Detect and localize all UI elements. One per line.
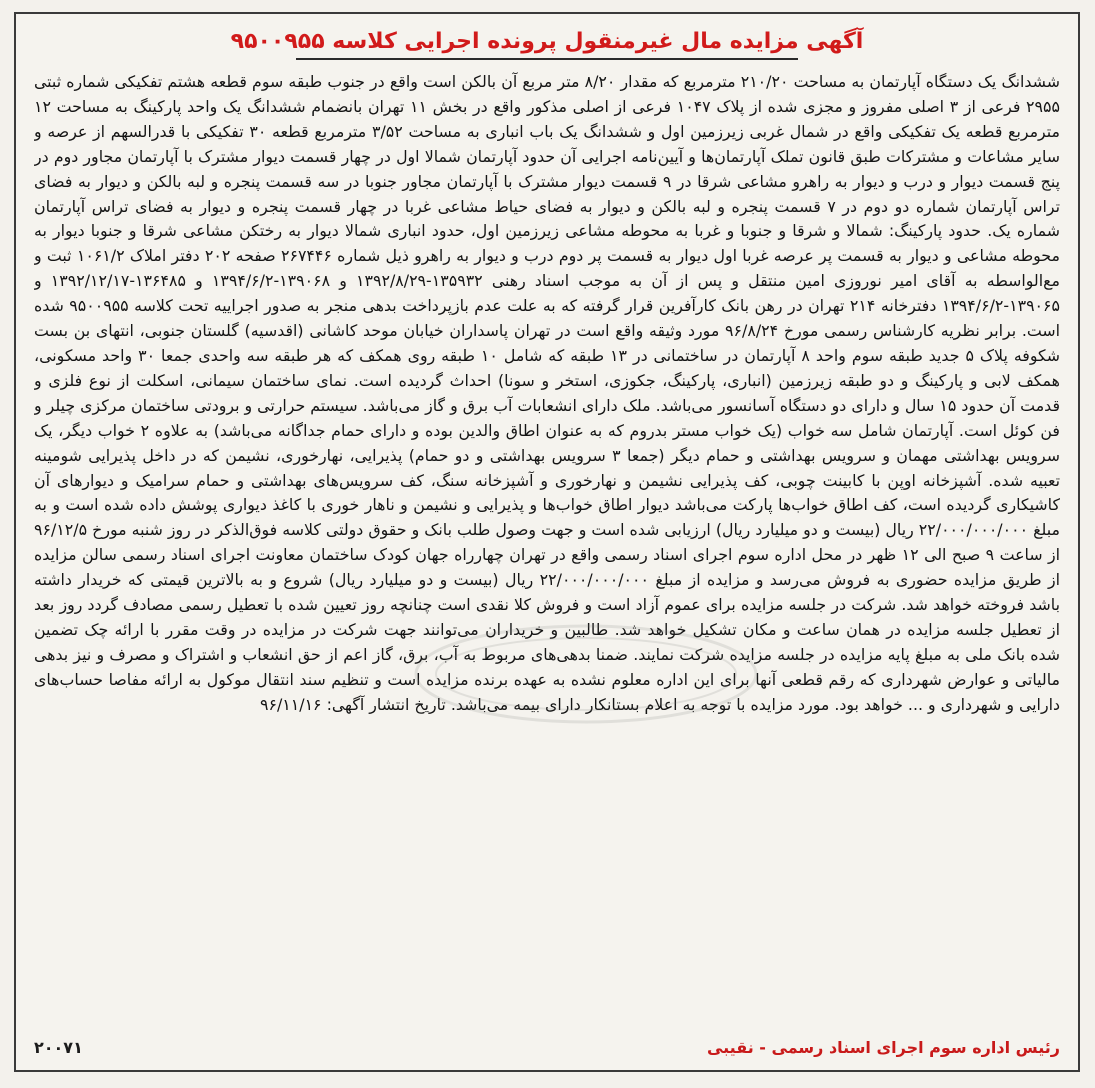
- notice-title: آگهی مزایده مال غیرمنقول پرونده اجرایی کلاسه ۹۵۰۰۹۵۵: [230, 29, 864, 54]
- notice-frame: [14, 12, 1080, 1072]
- title-divider: [296, 58, 798, 60]
- notice-footer: [34, 1038, 1060, 1062]
- notice-body: ششدانگ یک دستگاه آپارتمان به مساحت ۲۱۰/۲۰ مترمربع که مقدار ۸/۲۰ متر مربع آن بالکن است واقع در جنوب طبقه سوم قطعه هشتم تفکیکی شماره ثبتی ۲۹۵۵ فرعی از ۳ اصلی مفروز و مجزی شده از پلاک ۱۰۴۷ فرعی از اصلی مذکور واقع در بخش ۱۱ تهران بانضمام ششدانگ یک واحد پارکینگ به مساحت ۱۲ مترمربع قطعه یک تفکیکی واقع در شمال غربی زیرزمین اول و ششدانگ یک باب انباری به مساحت ۳/۵۲ مترمربع قطعه ۳۰ تفکیکی با قدرالسهم از عرصه و سایر مشاعات و مشترکات طبق قانون تملک آپارتمان‌ها و آیین‌نامه اجرایی آن حدود آپارتمان شمالا اول در چهار قسمت دیوار مشترک با آپارتمان مجاور دوم در پنج قسمت دیوار و درب و دیوار به راهرو مشاعی شرقا در ۹ قسمت دیوار مشترک با آپارتمان مجاور جنوبا در سه قسمت پنجره و لبه بالکن و دیوار به فضای تراس آپارتمان شماره دو دوم در ۷ قسمت پنجره و لبه بالکن و دیوار به فضای حیاط مشاعی غربا در چهار قسمت پنجره و دیوار به فضای تراس آپارتمان شماره یک. حدود پارکینگ: شمالا و شرقا و جنوبا و غربا به محوطه مشاعی زیرزمین اول، حدود انباری شمالا دیوار به رختکن مشاعی شرقا و جنوبا دیوار به محوطه مشاعی و دیوار به قسمت پر عرصه غربا اول دیوار به قسمت پر دوم درب و دیوار به راهرو ذیل شماره ۲۶۷۴۴۶ صفحه ۲۰۲ دفتر املاک ۱۰۶۱/۲ ثبت و مع‌الواسطه به آقای امیر نوروزی امین منتقل و پس از آن به موجب اسناد رهنی ۱۳۵۹۳۲-۱۳۹۲/۸/۲۹ و ۱۳۹۰۶۸-۱۳۹۴/۶/۲ و ۱۳۶۴۸۵-۱۳۹۲/۱۲/۱۷ و ۱۳۹۰۶۵-۱۳۹۴/۶/۲ دفترخانه ۲۱۴ تهران در رهن بانک کارآفرین قرار گرفته که به علت عدم بازپرداخت بدهی منجر به صدور اجراییه تحت کلاسه ۹۵۰۰۹۵۵ شده است. برابر نظریه کارشناس رسمی مورخ ۹۶/۸/۲۴ مورد وثیقه واقع است در تهران پاسداران خیابان موحد کاشانی (اقدسیه) گلستان جنوبی، انتهای بن بست شکوفه پلاک ۵ جدید طبقه سوم واحد ۸ آپارتمان در ساختمانی در ۱۳ طبقه که شامل ۱۰ طبقه روی همکف که هر طبقه سه واحدی جمعا ۳۰ واحد مسکونی، همکف لابی و پارکینگ و دو طبقه زیرزمین (انباری، پارکینگ، جکوزی، استخر و سونا) احداث گردیده است. نمای ساختمان سیمانی، اسکلت از نوع فلزی و قدمت آن حدود ۱۵ سال و دارای دو دستگاه آسانسور می‌باشد. ملک دارای انشعابات آب برق و گاز می‌باشد. سیستم حرارتی و برودتی ساختمان مرکزی چیلر و فن کوئل است. آپارتمان شامل سه خواب (یک خواب مستر بدروم که به عنوان اطاق والدین بوده و دارای حمام جداگانه می‌باشد) به علاوه ۲ خواب دیگر، یک سرویس بهداشتی مهمان و سرویس بهداشتی و حمام دیگر (جمعا ۳ سرویس بهداشتی و دو حمام) پذیرایی، نهارخوری، نشیمن که در داخل پذیرایی شومینه تعبیه شده. آشپزخانه اوپن با کابینت چوبی، کف پذیرایی نشیمن و نهارخوری و آشپزخانه سنگ، کف سرویس‌های بهداشتی و حمام سرامیک و دیوارهای آن کاشیکاری گردیده است، کف اطاق خواب‌ها پارکت می‌باشد دیوار اطاق خواب‌ها و پذیرایی و نشیمن و ناهار خوری با کاغذ دیواری پوشش داده شده است و به مبلغ ۲۲/۰۰۰/۰۰۰/۰۰۰ ریال (بیست و دو میلیارد ریال) ارزیابی شده است و جهت وصول طلب بانک و حقوق دولتی کلاسه فوق‌الذکر در روز شنبه مورخ ۹۶/۱۲/۵ از ساعت ۹ صبح الی ۱۲ ظهر در محل اداره سوم اجرای اسناد رسمی واقع در تهران چهارراه جهان کودک ساختمان معاونت اجرای اسناد رسمی سالن مزایده از طریق مزایده حضوری به فروش می‌رسد و مزایده از مبلغ ۲۲/۰۰۰/۰۰۰/۰۰۰ ریال (بیست و دو میلیارد ریال) شروع و به بالاترین قیمتی که خریدار داشته باشد فروخته خواهد شد. شرکت در جلسه مزایده برای عموم آزاد است و فروش کلا نقدی است چنانچه روز تعیین شده با تعطیل رسمی مصادف گردد روز بعد از تعطیل جلسه مزایده در همان ساعت و مکان تشکیل خواهد شد. طالبین و خریداران می‌توانند جهت شرکت در مزایده در وقت مقرر با ارائه چک تضمین شده بانک ملی به مبلغ پایه مزایده در جلسه مزایده شرکت نمایند. ضمنا بدهی‌های مربوط به آب، برق، گاز اعم از حق انشعاب و اشتراک و مصرف و نیز بدهی مالیاتی و عوارض شهرداری که رقم قطعی آنها برای این اداره معلوم نشده به عهده برنده مزایده است و تنظیم سند انتقال موکول به ارائه مفاصا حساب‌های دارایی و شهرداری و ... خواهد بود. مورد مزایده با توجه به اعلام بستانکار دارای بیمه می‌باشد. تاریخ انتشار آگهی: ۹۶/۱۱/۱۶: [34, 72, 1060, 714]
- signature-line: رئیس اداره سوم اجرای اسناد رسمی - نقیبی: [706, 1038, 1060, 1057]
- notice-code: ۲۰۰۷۱: [34, 1038, 83, 1057]
